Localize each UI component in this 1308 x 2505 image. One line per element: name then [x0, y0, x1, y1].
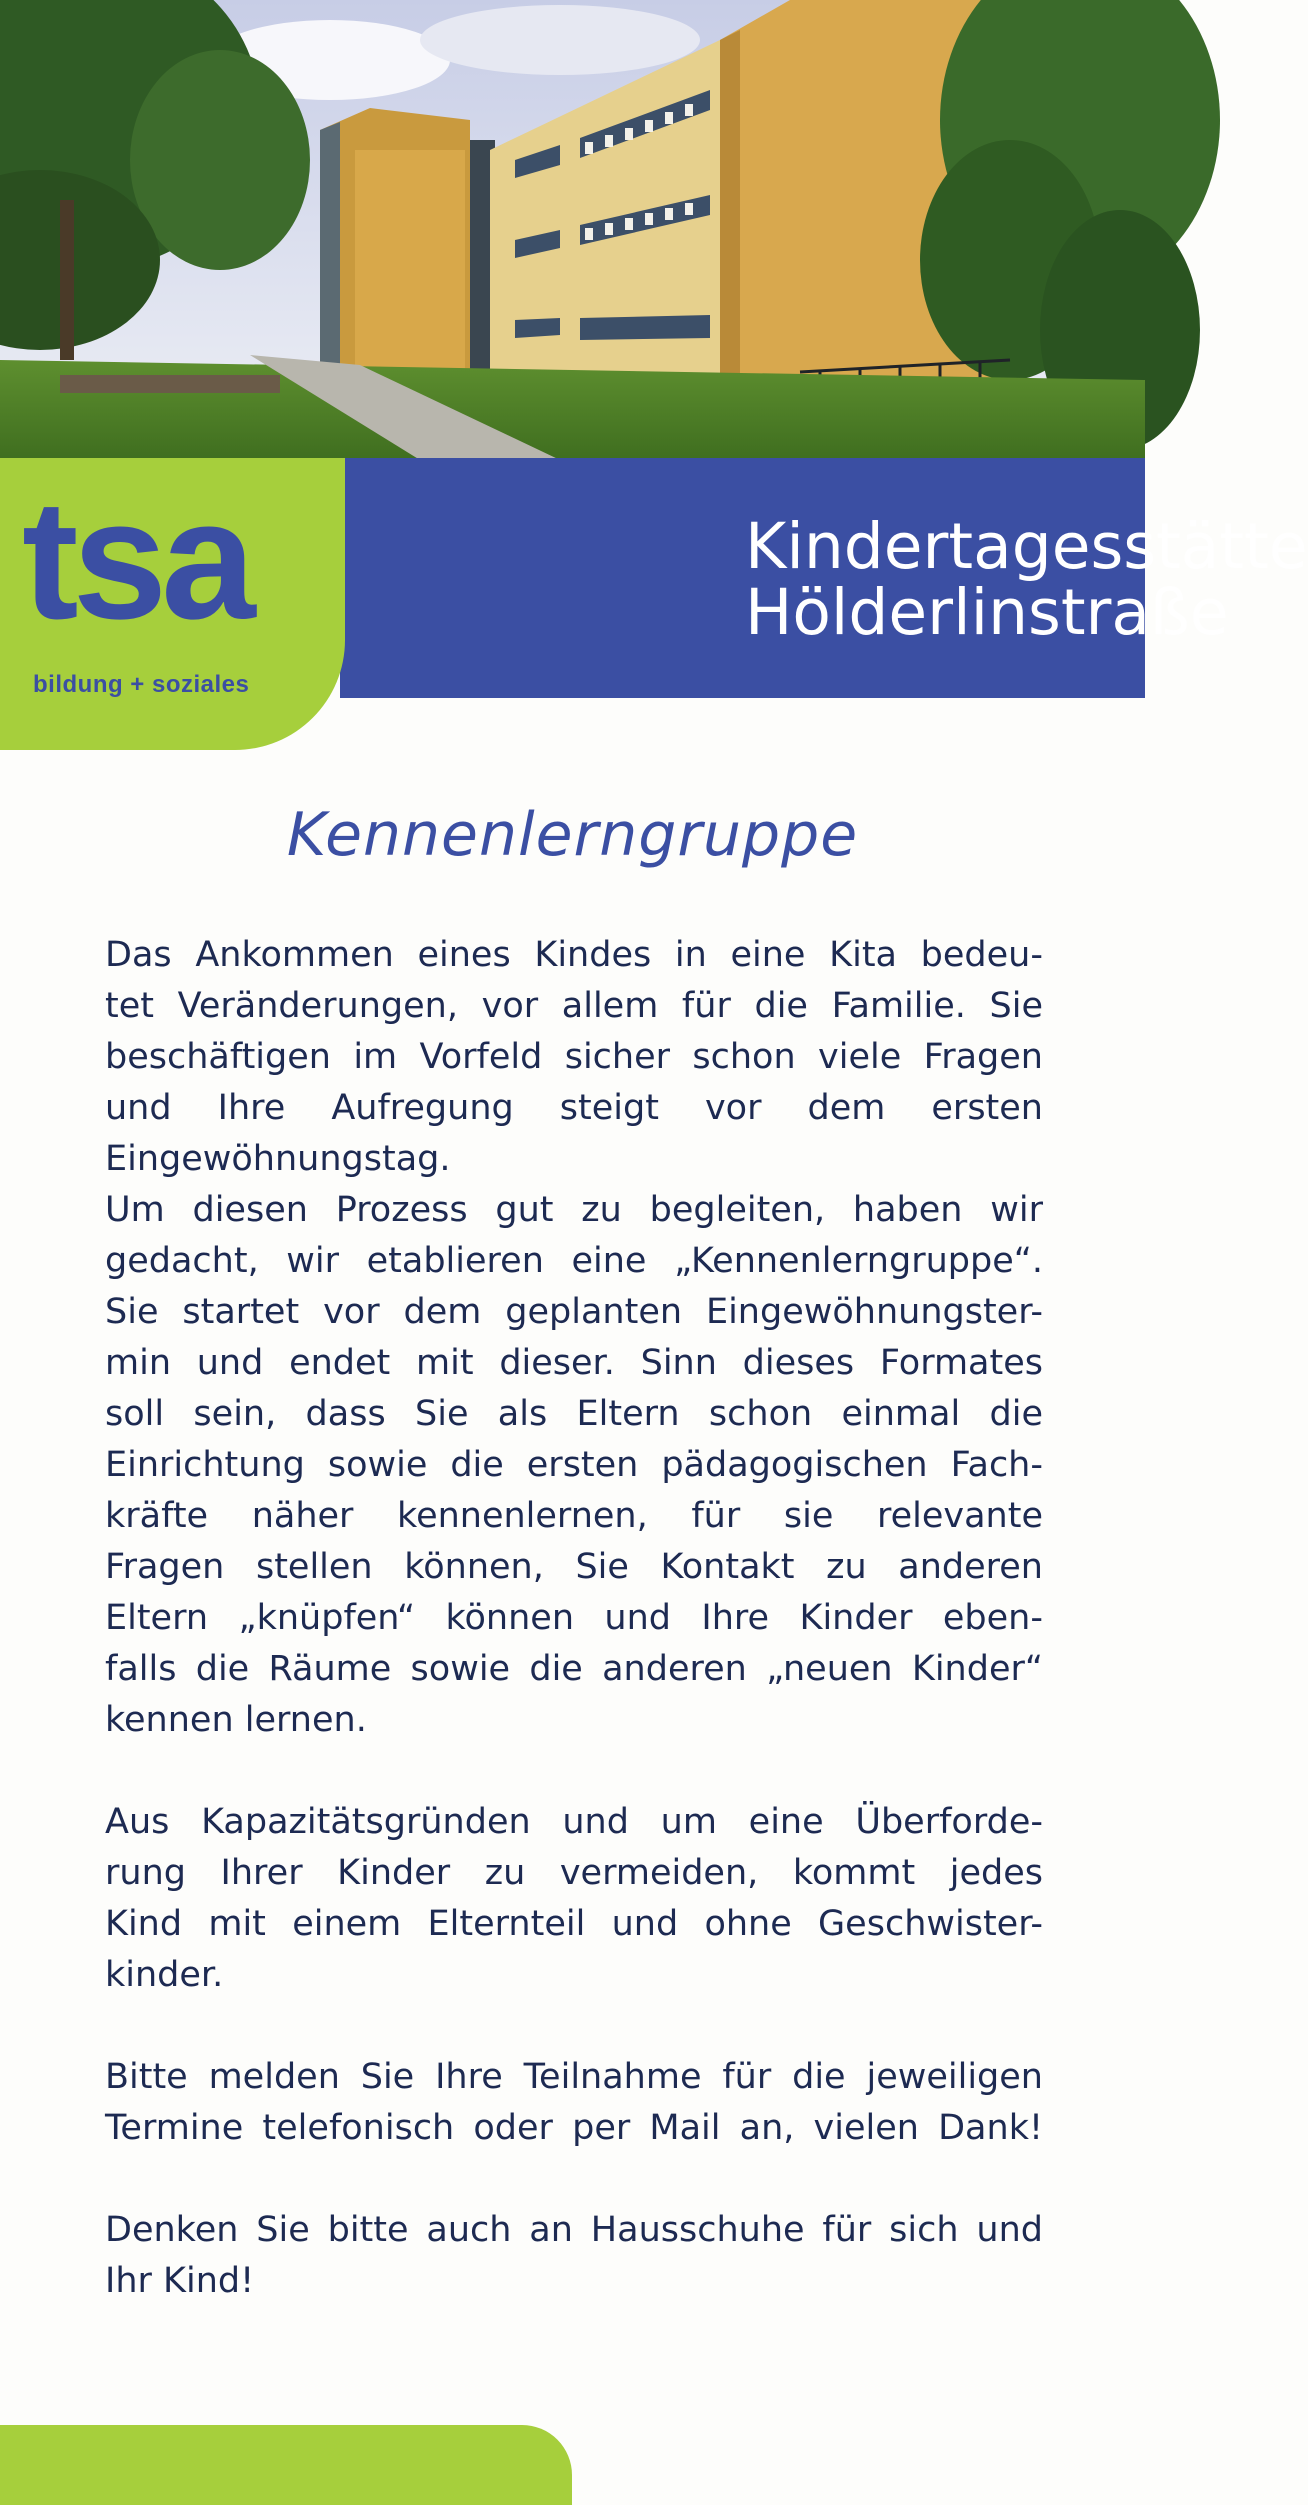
- text-line: Um diesen Prozess gut zu begleiten, haben wir: [105, 1190, 1043, 1230]
- text-line: Kind mit einem Elternteil und ohne Geschwister-: [105, 1904, 1043, 1944]
- text-line: Termine telefonisch oder per Mail an, vielen Dank!: [105, 2108, 1043, 2148]
- paragraph-registration: [105, 2052, 1043, 2154]
- paragraph-gap: [105, 1746, 1043, 1797]
- paragraph-capacity: [105, 1797, 1043, 2001]
- text-line: beschäftigen im Vorfeld sicher schon viele Fragen: [105, 1037, 1043, 1077]
- text-line: falls die Räume sowie die anderen „neuen Kinder“: [105, 1649, 1043, 1689]
- text-line: Eingewöhnungstag.: [105, 1139, 451, 1179]
- text-line: Denken Sie bitte auch an Hausschuhe für sich und: [105, 2210, 1043, 2250]
- paragraph-intro: [105, 930, 1043, 1746]
- text-line: gedacht, wir etablieren eine „Kennenlerngruppe“.: [105, 1241, 1043, 1281]
- text-line: kennen lernen.: [105, 1700, 367, 1740]
- text-line: Einrichtung sowie die ersten pädagogischen Fach-: [105, 1445, 1043, 1485]
- page-title: [745, 510, 1308, 649]
- text-line: soll sein, dass Sie als Eltern schon einmal die: [105, 1394, 1043, 1434]
- logo-tagline: bildung + soziales: [33, 671, 250, 698]
- text-line: rung Ihrer Kinder zu vermeiden, kommt jedes: [105, 1853, 1043, 1893]
- text-line: kinder.: [105, 1955, 224, 1995]
- text-line: Das Ankommen eines Kindes in eine Kita bedeu-: [105, 935, 1043, 975]
- logo-panel: [0, 458, 345, 750]
- text-line: Aus Kapazitätsgründen und um eine Überforde-: [105, 1802, 1043, 1842]
- section-heading: Kennenlerngruppe: [286, 800, 859, 870]
- building-photo: [0, 0, 1145, 460]
- text-line: min und endet mit dieser. Sinn dieses Formates: [105, 1343, 1043, 1383]
- text-line: Bitte melden Sie Ihre Teilnahme für die jeweiligen: [105, 2057, 1043, 2097]
- paragraph-slippers: [105, 2205, 1043, 2307]
- text-line: und Ihre Aufregung steigt vor dem ersten: [105, 1088, 1043, 1128]
- text-line: Ihr Kind!: [105, 2261, 255, 2301]
- paragraph-gap: [105, 2154, 1043, 2205]
- text-line: Eltern „knüpfen“ können und Ihre Kinder eben-: [105, 1598, 1043, 1638]
- paragraph-gap: [105, 2001, 1043, 2052]
- title-panel: [340, 458, 1308, 698]
- tsa-logo: [22, 465, 292, 655]
- text-line: Fragen stellen können, Sie Kontakt zu anderen: [105, 1547, 1043, 1587]
- title-line-1: Kindertagesstätte: [745, 510, 1308, 583]
- footer-tab: [0, 2425, 572, 2505]
- logo-wordmark: tsa: [22, 465, 250, 655]
- text-line: Sie startet vor dem geplanten Eingewöhnungster-: [105, 1292, 1043, 1332]
- text-line: tet Veränderungen, vor allem für die Familie. Sie: [105, 986, 1043, 1026]
- text-line: kräfte näher kennenlernen, für sie relevante: [105, 1496, 1043, 1536]
- header-band: [0, 458, 1308, 698]
- title-line-2: Hölderlinstraße: [745, 576, 1229, 649]
- body-text: [105, 930, 1043, 2307]
